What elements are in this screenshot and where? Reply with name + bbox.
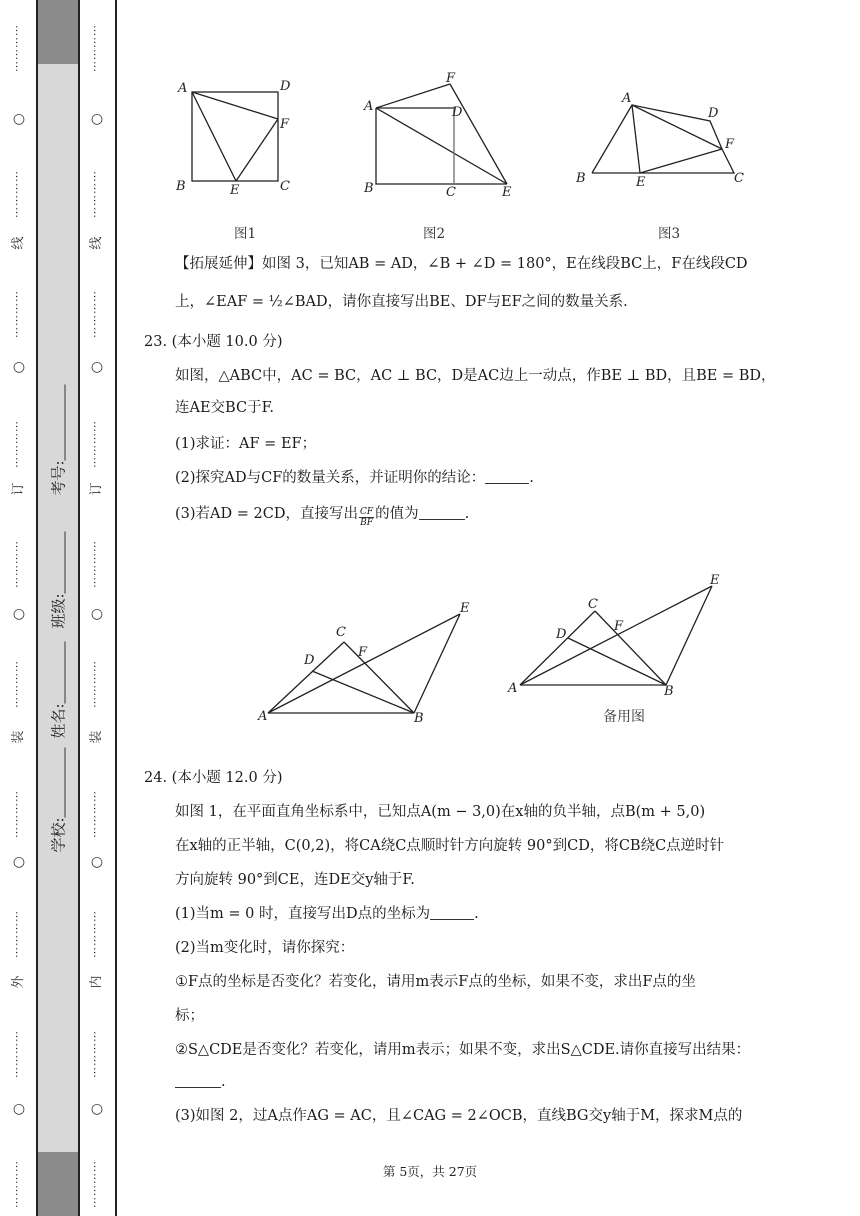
- inner-binding-char: 装: [89, 730, 104, 744]
- inner-dots: …………: [91, 1031, 104, 1079]
- outer-circle-mark: ○: [12, 1101, 26, 1117]
- q23-main-figure: [268, 614, 460, 713]
- fig2-label-E: E: [502, 185, 512, 200]
- margin-border-right: [115, 0, 117, 1216]
- school-label: 学校:: [49, 817, 68, 853]
- outer-tick-column: [10, 0, 28, 1216]
- exam-no-field[interactable]: [48, 384, 69, 495]
- figure-1: [192, 92, 278, 181]
- inner-dots: …………: [91, 911, 104, 959]
- outer-dots: …………: [13, 421, 26, 469]
- fig3-label-E: E: [636, 175, 646, 190]
- q24-stem-3: 方向旋转 90°到CE，连DE交y轴于F.: [175, 872, 415, 888]
- q23-part-2: [175, 468, 534, 488]
- q23-label-C: C: [336, 625, 346, 640]
- q23-label-E: E: [460, 601, 470, 616]
- figure-2: [376, 84, 507, 184]
- q24-header: 24. (本小题 12.0 分): [144, 770, 283, 786]
- outer-dots: …………: [13, 1031, 26, 1079]
- caption-fig2: 图2: [423, 226, 446, 242]
- q24-part-2a-2: 标；: [175, 1008, 204, 1024]
- fig3-label-C: C: [734, 171, 744, 186]
- q23-fraction-num: CF: [359, 507, 374, 517]
- inner-dots: …………: [91, 25, 104, 73]
- q23-part-3-post: 的值为: [375, 506, 419, 522]
- q24-part-3: (3)如图 2，过A点作AG = AC，且∠CAG = 2∠OCB，直线BG交y轴于M，探求M点的: [175, 1108, 743, 1124]
- top-figures: [160, 62, 780, 242]
- outer-dots: …………: [13, 661, 26, 709]
- q23-label-D: D: [304, 653, 315, 668]
- q24-part-2a-1: ①F点的坐标是否变化？若变化，请用m表示F点的坐标，如果不变，求出F点的坐: [175, 974, 696, 990]
- outer-circle-mark: ○: [12, 111, 26, 127]
- q23-stem-2: 连AE交BC于F.: [175, 400, 274, 416]
- outer-dots: …………: [13, 541, 26, 589]
- inner-dots: …………: [91, 1161, 104, 1209]
- backup-label-C: C: [588, 597, 598, 612]
- fig1-label-A: A: [178, 81, 188, 96]
- backup-label-F: F: [614, 619, 624, 634]
- q23-backup-figure: [520, 586, 712, 685]
- caption-fig3: 图3: [658, 226, 681, 242]
- inner-dots: …………: [91, 421, 104, 469]
- fig2-label-F: F: [446, 71, 456, 86]
- q24-stem-2: 在x轴的正半轴，C(0,2)，将CA绕C点顺时针方向旋转 90°到CD，将CB绕C点逆时针: [175, 838, 725, 854]
- q24-part-1-answer-blank[interactable]: [430, 906, 474, 920]
- inner-binding-char: 内: [89, 975, 104, 989]
- q24-part-1: [175, 904, 479, 924]
- outer-circle-mark: ○: [12, 606, 26, 622]
- inner-dots: …………: [91, 541, 104, 589]
- fig3-label-A: A: [622, 91, 632, 106]
- inner-binding-char: 线: [89, 236, 104, 250]
- margin-border-middle: [78, 0, 80, 1216]
- q23-part-1: (1)求证：AF = EF；: [175, 436, 317, 452]
- name-label: 姓名:: [49, 703, 68, 739]
- inner-dots: …………: [91, 171, 104, 219]
- fig1-label-D: D: [280, 79, 291, 94]
- backup-label-B: B: [664, 684, 674, 699]
- inner-circle-mark: ○: [90, 854, 104, 870]
- q23-part-2-text: (2)探究AD与CF的数量关系，并证明你的结论：: [175, 470, 486, 486]
- q24-part-1-end: .: [474, 906, 479, 922]
- outer-dots: …………: [13, 291, 26, 339]
- school-field[interactable]: [48, 747, 69, 852]
- inner-circle-mark: ○: [90, 359, 104, 375]
- inner-binding-char: 订: [89, 482, 104, 496]
- fig1-label-B: B: [176, 179, 186, 194]
- q23-part-3-end: .: [464, 506, 470, 522]
- q23-part-3-answer-blank[interactable]: [419, 506, 465, 520]
- name-field[interactable]: [48, 641, 69, 738]
- inner-dots: …………: [91, 291, 104, 339]
- outer-dots: …………: [13, 791, 26, 839]
- class-field[interactable]: [48, 531, 69, 628]
- outer-binding-char: 装: [11, 730, 26, 744]
- q23-label-F: F: [358, 645, 368, 660]
- page-footer: 第 5页，共 27页: [382, 1164, 478, 1179]
- backup-label-A: A: [508, 681, 518, 696]
- q24-part-2: (2)当m变化时，请你探究：: [175, 940, 355, 956]
- inner-circle-mark: ○: [90, 606, 104, 622]
- strip-cap-top: [38, 0, 78, 64]
- outer-circle-mark: ○: [12, 359, 26, 375]
- outer-binding-char: 外: [11, 975, 26, 989]
- inner-dots: …………: [91, 661, 104, 709]
- fig1-label-F: F: [280, 117, 290, 132]
- outer-binding-char: 线: [11, 236, 26, 250]
- q23-label-A: A: [258, 709, 268, 724]
- q24-part-1-text: (1)当m = 0 时，直接写出D点的坐标为: [175, 906, 431, 922]
- q24-part-2b-answer: [175, 1072, 226, 1092]
- backup-label-D: D: [556, 627, 567, 642]
- inner-circle-mark: ○: [90, 111, 104, 127]
- fig3-label-D: D: [708, 106, 719, 121]
- outer-dots: …………: [13, 911, 26, 959]
- q23-label-B: B: [414, 711, 424, 726]
- fig1-label-E: E: [230, 183, 240, 198]
- outer-circle-mark: ○: [12, 854, 26, 870]
- fig3-label-F: F: [725, 137, 735, 152]
- inner-circle-mark: ○: [90, 1101, 104, 1117]
- inner-tick-column: [88, 0, 106, 1216]
- q23-part-3: [175, 504, 469, 528]
- q24-part-2b-answer-blank[interactable]: [175, 1074, 221, 1088]
- outer-dots: …………: [13, 171, 26, 219]
- fig2-label-D: D: [452, 105, 463, 120]
- q23-fraction-den: BF: [360, 518, 373, 528]
- outer-dots: …………: [13, 25, 26, 73]
- fig2-label-C: C: [446, 185, 456, 200]
- class-label: 班级:: [49, 593, 68, 629]
- outer-dots: …………: [13, 1161, 26, 1209]
- outer-binding-char: 订: [11, 482, 26, 496]
- q24-part-2b: ②S△CDE是否变化？若变化，请用m表示；如果不变，求出S△CDE.请你直接写出结果：: [175, 1042, 751, 1058]
- q24-part-2b-end: .: [221, 1074, 226, 1090]
- q23-part-3-text: (3)若AD = 2CD，直接写出: [175, 506, 358, 522]
- inner-dots: …………: [91, 791, 104, 839]
- fig2-label-A: A: [364, 99, 374, 114]
- q24-stem-1: 如图 1，在平面直角坐标系中，已知点A(m − 3,0)在x轴的负半轴，点B(m + 5,0): [175, 804, 706, 820]
- q23-header: 23. (本小题 10.0 分): [144, 334, 283, 350]
- fig1-label-C: C: [280, 179, 290, 194]
- q23-figures: [250, 570, 730, 730]
- q23-part-2-end: .: [529, 470, 534, 486]
- extension-line-1: 【拓展延伸】如图 3，已知AB = AD，∠B + ∠D = 180°，E在线段BC上，F在线段CD: [175, 256, 748, 272]
- q23-fraction: [359, 507, 374, 528]
- fig3-label-B: B: [576, 171, 586, 186]
- q23-stem-1: 如图，△ABC中，AC = BC，AC ⊥ BC，D是AC边上一动点，作BE ⊥ BD，且BE = BD，: [175, 368, 776, 384]
- caption-fig1: 图1: [234, 226, 257, 242]
- extension-line-2: 上，∠EAF = ½∠BAD，请你直接写出BE、DF与EF之间的数量关系.: [175, 294, 628, 310]
- fig2-label-B: B: [364, 181, 374, 196]
- q23-backup-caption: 备用图: [603, 709, 645, 725]
- backup-label-E: E: [710, 573, 720, 588]
- binding-margin: [0, 0, 118, 1216]
- q23-part-2-answer-blank[interactable]: [485, 470, 529, 484]
- exam-no-label: 考号:: [49, 460, 68, 496]
